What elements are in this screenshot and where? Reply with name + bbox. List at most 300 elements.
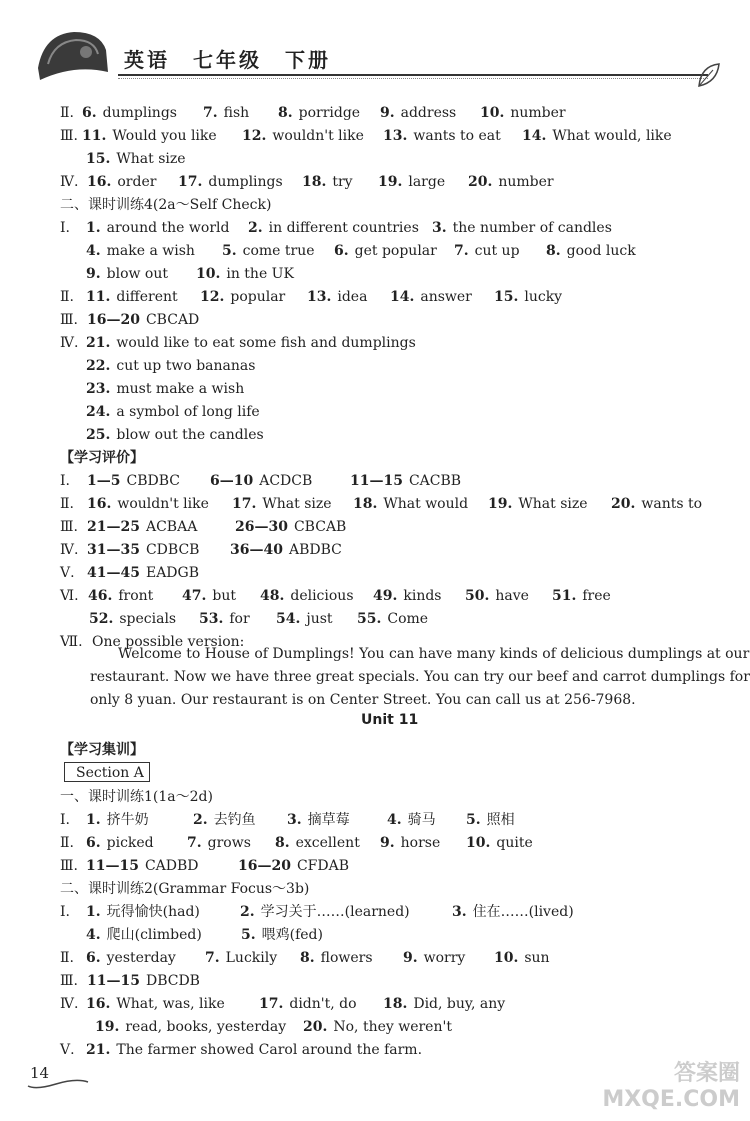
item-number: 2. [240,904,255,920]
answer-item [248,219,419,237]
item-text: Ⅰ. [60,473,70,489]
item-text: porridge [298,105,361,121]
item-text: wouldn't like [272,128,364,144]
item-text: have [495,588,529,604]
item-number: 36—40 [230,542,283,558]
answer-item [86,857,199,875]
item-text: number [510,105,566,121]
item-text: EADGB [145,565,199,581]
item-text: What would, like [552,128,672,144]
answer-item [302,173,353,191]
item-number: 7. [454,243,469,259]
answer-item [87,173,156,191]
answer-item [196,265,294,283]
answer-item [86,1041,422,1059]
item-text: Ⅰ. [60,904,70,920]
answer-item [87,311,199,329]
item-text: 玩得愉快(had) [106,904,200,920]
item-number: 16—20 [87,312,140,328]
item-number: 16—20 [238,858,291,874]
answer-item [390,288,472,306]
item-text: lucky [524,289,563,305]
answer-item [86,834,154,852]
answer-item [86,219,229,237]
item-number: 20. [468,174,493,190]
item-number: 1. [86,220,101,236]
answer-item [87,972,200,990]
item-number: 11. [82,128,107,144]
item-text: excellent [295,835,360,851]
item-number: 10. [196,266,221,282]
item-number: 25. [86,427,111,443]
answer-item [488,495,588,513]
item-number: 8. [278,105,293,121]
item-number: 24. [86,404,111,420]
header-rule-dotted [118,78,708,79]
item-text: Ⅳ. [60,542,79,558]
item-text: sun [524,950,550,966]
item-text: What, was, like [116,996,225,1012]
answer-item [466,834,533,852]
item-text: specials [119,611,177,627]
answer-item [60,219,70,237]
item-number: 17. [178,174,203,190]
item-text: 骑马 [407,812,436,828]
essay-line-3: only 8 yuan. Our restaurant is on Center Street. You can call us at 256-7968. [90,692,636,708]
answer-item [242,127,364,145]
item-text: ABDBC [288,542,342,558]
answer-item [373,587,441,605]
item-number: 51. [552,588,577,604]
item-text: wants to [641,496,703,512]
item-text: popular [230,289,286,305]
answer-item [303,1018,452,1036]
answer-item [205,949,277,967]
answer-item [222,242,315,260]
answer-item [287,811,350,829]
item-text: CBDBC [126,473,180,489]
watermark-line-2: MXQE.COM [602,1087,740,1112]
item-text: Ⅴ. [60,565,75,581]
item-number: 9. [380,835,395,851]
item-text: Ⅰ. [60,812,70,828]
answer-item [466,811,515,829]
answer-item [60,880,309,898]
item-number: 47. [182,588,207,604]
answer-item [454,242,520,260]
item-number: 11—15 [86,858,139,874]
item-text: address [400,105,457,121]
item-text: What would [383,496,469,512]
item-number: 8. [300,950,315,966]
answer-item [276,610,333,628]
answer-item [203,104,249,122]
answer-item [275,834,360,852]
item-number: 11. [86,289,111,305]
answer-item [387,811,436,829]
item-number: 26—30 [235,519,288,535]
answer-item [300,949,373,967]
item-text: blow out the candles [116,427,264,443]
item-text: CACBB [408,473,462,489]
answer-item [494,288,562,306]
item-number: 10. [494,950,519,966]
item-number: 16. [86,996,111,1012]
answer-item [60,811,70,829]
answer-item [60,788,213,806]
item-text: No, they weren't [333,1019,452,1035]
item-text: get popular [354,243,437,259]
item-text: Ⅱ. [60,289,74,305]
answer-item [60,196,271,214]
answer-item [380,104,456,122]
item-text: 二、课时训练4(2a～Self Check) [60,197,272,213]
item-text: 摘草莓 [307,812,350,828]
item-text: different [116,289,178,305]
item-number: 22. [86,358,111,374]
item-text: for [229,611,250,627]
answer-item [187,834,251,852]
item-number: 5. [222,243,237,259]
answer-item [200,288,285,306]
answer-item [89,610,176,628]
item-text: What size [518,496,588,512]
answer-item [60,518,78,536]
item-number: 31—35 [87,542,140,558]
item-text: wouldn't like [117,496,209,512]
item-text: Ⅲ. [60,312,78,328]
item-number: 6. [86,835,101,851]
answer-item [60,1041,75,1059]
item-text: 爬山(climbed) [106,927,202,943]
item-number: 46. [88,588,113,604]
item-number: 14. [390,289,415,305]
item-number: 19. [488,496,513,512]
answer-item [240,903,410,921]
item-text: dumplings [102,105,177,121]
item-number: 7. [203,105,218,121]
item-text: Ⅴ. [60,1042,75,1058]
item-text: 【学习集训】 [60,742,144,758]
item-number: 41—45 [87,565,140,581]
item-text: 【学习评价】 [60,450,144,466]
answer-item [60,564,75,582]
item-number: 9. [403,950,418,966]
item-number: 54. [276,611,301,627]
item-number: 6. [334,243,349,259]
answer-item [465,587,529,605]
answer-item [60,311,78,329]
item-text: good luck [566,243,636,259]
item-text: yesterday [106,950,176,966]
item-text: a symbol of long life [116,404,260,420]
item-number: 49. [373,588,398,604]
item-text: Ⅱ. [60,105,74,121]
item-text: 住在……(lived) [472,904,574,920]
item-text: front [118,588,154,604]
item-text: Did, buy, any [413,996,506,1012]
item-number: 10. [466,835,491,851]
item-number: 1. [86,904,101,920]
answer-item [60,587,79,605]
answer-item [468,173,554,191]
item-number: 11—15 [87,973,140,989]
item-number: 6—10 [210,473,254,489]
answer-item [353,495,468,513]
item-number: 20. [303,1019,328,1035]
answer-item [259,995,357,1013]
item-number: 21. [86,335,111,351]
item-text: What size [262,496,332,512]
item-text: Ⅱ. [60,496,74,512]
item-text: try [332,174,353,190]
answer-item [307,288,367,306]
item-text: ACDCB [259,473,313,489]
essay-line-1: Welcome to House of Dumplings! You can have many kinds of delicious dumplings at our [118,646,750,662]
answer-item [60,334,78,352]
item-text: read, books, yesterday [125,1019,287,1035]
answer-item [60,495,74,513]
answer-item [60,472,70,490]
item-text: Ⅰ. [60,220,70,236]
item-number: 4. [86,927,101,943]
item-text: picked [106,835,154,851]
header-rule [118,74,708,76]
item-text: around the world [106,220,230,236]
item-text: blow out [106,266,168,282]
answer-item [60,173,78,191]
answer-item [452,903,574,921]
item-text: didn't, do [289,996,357,1012]
answer-item [193,811,256,829]
answer-item [87,472,180,490]
item-text: idea [337,289,368,305]
item-number: 4. [387,812,402,828]
answer-item [86,150,186,168]
answer-item [178,173,283,191]
answer-item [87,564,199,582]
item-number: 12. [200,289,225,305]
answer-item [88,587,153,605]
item-text: just [306,611,333,627]
answer-item [60,903,70,921]
item-number: 15. [494,289,519,305]
item-number: 14. [522,128,547,144]
item-text: make a wish [106,243,195,259]
item-number: 8. [275,835,290,851]
item-text: What size [116,151,186,167]
watermark-line-1: 答案圈 [673,1061,740,1086]
answer-item [60,972,78,990]
item-text: 二、课时训练2(Grammar Focus～3b) [60,881,310,897]
item-text: Ⅲ. [60,519,78,535]
answer-item [278,104,360,122]
item-text: fish [223,105,250,121]
answer-item [60,104,74,122]
answer-item [480,104,566,122]
answer-item [357,610,428,628]
item-number: 15. [86,151,111,167]
answer-item [210,472,312,490]
item-number: 19. [95,1019,120,1035]
item-number: 13. [307,289,332,305]
answer-item [60,541,78,559]
item-text: CFDAB [296,858,350,874]
answer-item [334,242,437,260]
answer-item [60,633,83,651]
answer-item [86,926,202,944]
item-number: 3. [432,220,447,236]
item-number: 10. [480,105,505,121]
item-text: Ⅱ. [60,950,74,966]
item-text: Ⅳ. [60,335,79,351]
item-text: in different countries [268,220,419,236]
item-text: order [117,174,157,190]
item-number: 55. [357,611,382,627]
item-number: 3. [287,812,302,828]
answer-item [546,242,636,260]
answer-item [611,495,702,513]
item-text: Come [387,611,429,627]
item-text: Would you like [112,128,217,144]
answer-item [87,541,199,559]
item-text: Ⅲ. [60,128,78,144]
answer-item [87,518,197,536]
item-text: in the UK [226,266,294,282]
item-number: 8. [546,243,561,259]
item-number: 5. [466,812,481,828]
item-number: 7. [187,835,202,851]
answer-item [230,541,342,559]
answer-item [60,834,74,852]
answer-item [494,949,550,967]
item-text: Ⅳ. [60,174,79,190]
answer-item [95,1018,286,1036]
item-number: 21—25 [87,519,140,535]
answer-item [60,449,144,467]
answer-item [383,127,501,145]
item-text: must make a wish [116,381,245,397]
item-text: One possible version: [92,634,245,650]
answer-item [241,926,323,944]
essay-line-2: restaurant. Now we have three great specials. You can try our beef and carrot dumplings for [90,669,750,685]
item-text: 去钓鱼 [213,812,256,828]
answer-item [60,741,144,759]
item-text: dumplings [208,174,283,190]
item-text: Ⅲ. [60,858,78,874]
item-text: 喂鸡(fed) [261,927,323,943]
item-text: flowers [320,950,373,966]
answer-item [86,403,260,421]
answer-item [60,995,78,1013]
answer-item [60,288,74,306]
watermark [602,1061,740,1113]
item-number: 16. [87,174,112,190]
item-number: 11—15 [350,473,403,489]
answer-item [199,610,250,628]
item-text: 照相 [486,812,515,828]
answer-item [86,242,195,260]
item-text: would like to eat some fish and dumplings [116,335,416,351]
item-number: 20. [611,496,636,512]
answer-item [86,426,264,444]
page-number: 14 [30,1064,50,1082]
item-number: 9. [380,105,395,121]
answer-item [60,127,78,145]
item-text: Ⅱ. [60,835,74,851]
item-text: quite [496,835,533,851]
answer-item [182,587,236,605]
answer-item [87,495,209,513]
answer-item [60,857,78,875]
item-text: but [212,588,236,604]
answer-item [403,949,465,967]
item-text: the number of candles [452,220,612,236]
item-text: Ⅶ. [60,634,83,650]
item-text: answer [420,289,472,305]
item-number: 19. [378,174,403,190]
answer-item [82,127,217,145]
item-text: Luckily [225,950,278,966]
item-number: 3. [452,904,467,920]
answer-item [86,380,244,398]
item-number: 2. [248,220,263,236]
item-number: 52. [89,611,114,627]
item-number: 48. [260,588,285,604]
item-number: 4. [86,243,101,259]
item-text: CADBD [144,858,199,874]
item-number: 6. [86,950,101,966]
item-text: number [498,174,554,190]
item-text: cut up two bananas [116,358,256,374]
item-text: cut up [474,243,520,259]
book-logo-icon [34,28,114,82]
answer-item [60,949,74,967]
answer-item [238,857,349,875]
item-number: 50. [465,588,490,604]
item-text: Ⅳ. [60,996,79,1012]
item-text: delicious [290,588,354,604]
item-text: CDBCB [145,542,200,558]
unit-heading: Unit 11 [361,712,419,728]
answer-item [82,104,177,122]
item-number: 5. [241,927,256,943]
item-number: 6. [82,105,97,121]
answer-item [260,587,354,605]
section-box [64,762,150,782]
item-text: worry [423,950,466,966]
answer-item [432,219,612,237]
answer-item [552,587,611,605]
answer-item [86,265,168,283]
item-text: grows [207,835,251,851]
answer-item [86,949,176,967]
item-text: free [582,588,611,604]
answer-item [350,472,461,490]
item-text: wants to eat [413,128,501,144]
answer-item [380,834,440,852]
item-number: 17. [259,996,284,1012]
answer-item [86,903,200,921]
item-text: ACBAA [145,519,198,535]
item-number: 18. [302,174,327,190]
item-number: 53. [199,611,224,627]
leaf-icon [695,60,723,90]
item-text: come true [242,243,315,259]
item-text: 一、课时训练1(1a～2d) [60,789,213,805]
item-number: 12. [242,128,267,144]
item-text: The farmer showed Carol around the farm. [116,1042,423,1058]
